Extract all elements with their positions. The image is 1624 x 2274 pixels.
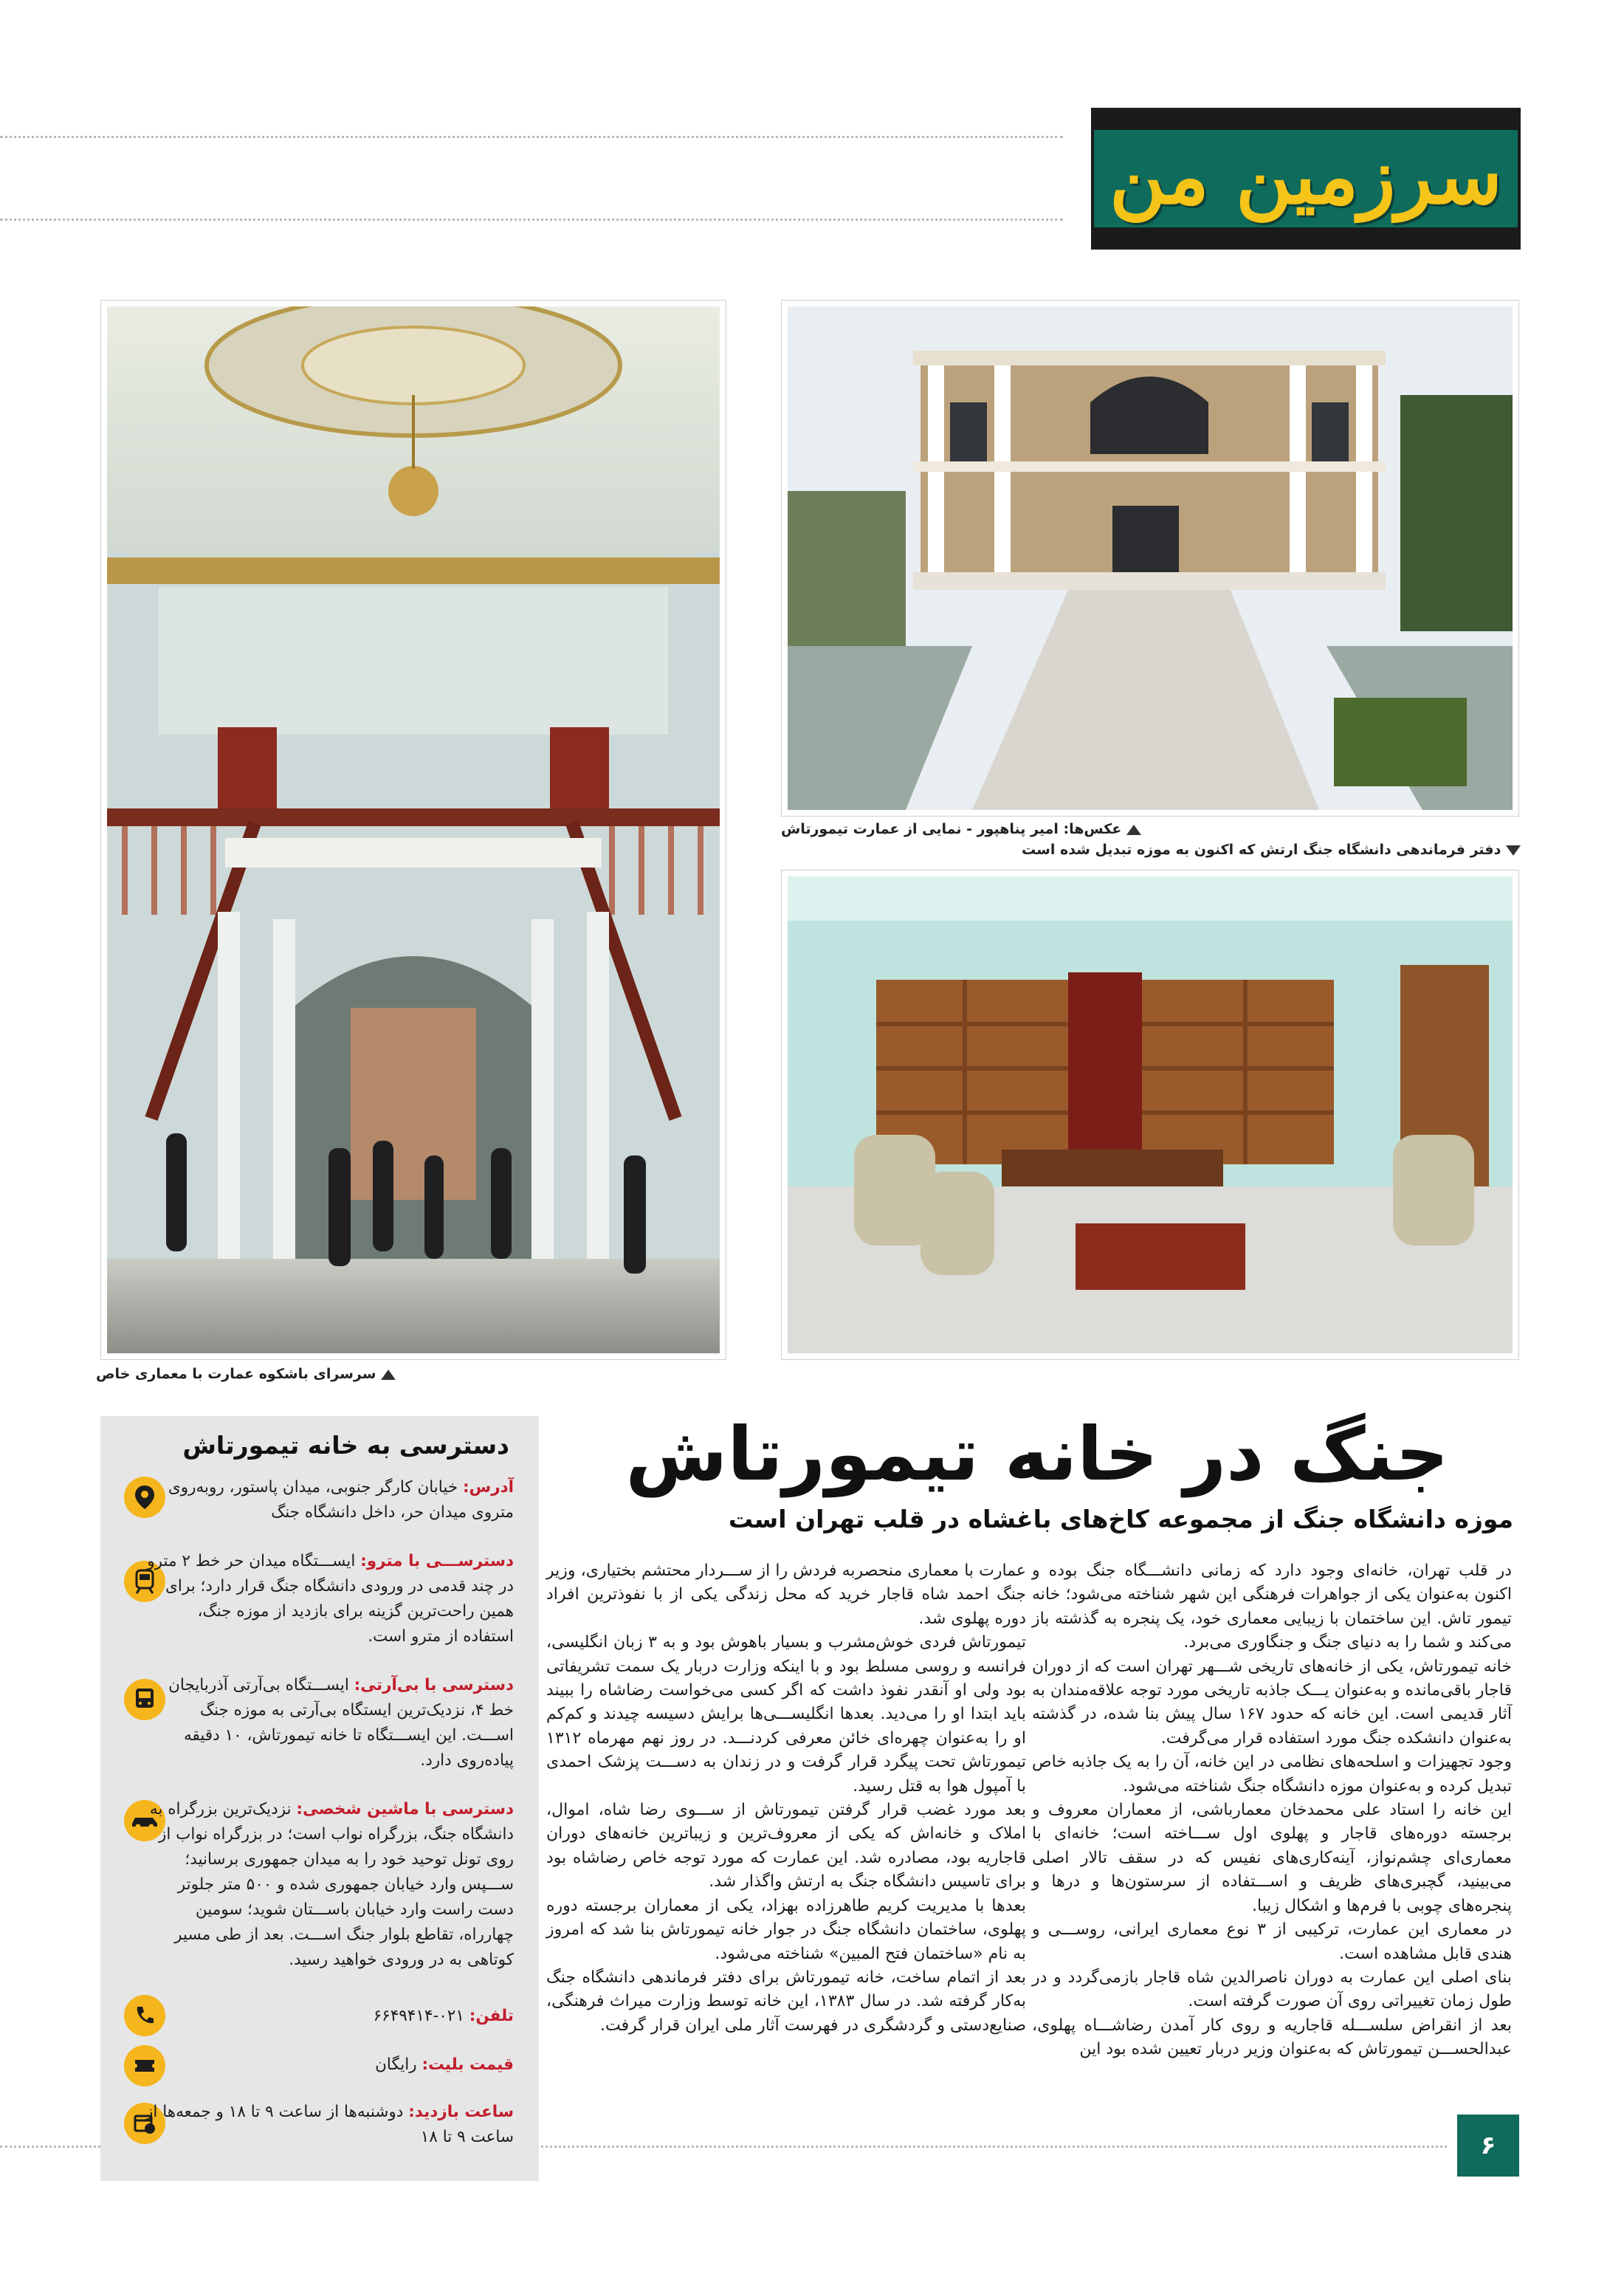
facade-photo-caption: دفتر فرماندهی دانشگاه جنگ ارتش که اکنون به موزه تبدیل شده است [1022, 842, 1521, 858]
paragraph: عمارت با معماری منحصربه فردش را از ســـردار محتشم بختیاری، وزیر جنگ احمد شاه قاجار خرید که محل زندگی یکی از با نفوذترین افراد دوره پهلوی شد. [546, 1562, 1026, 1628]
facade-photo [781, 300, 1519, 817]
article-subheadline: موزه دانشگاه جنگ از مجموعه کاخ‌های باغشاه در قلب تهران است [728, 1505, 1513, 1533]
logo-text: سرزمین من [1109, 131, 1503, 221]
paragraph: تیمورتاش فردی خوش‌مشرب و بسیار باهوش بود و به ۳ زبان انگلیسی، فرانسه و روسی مسلط بود و با اینکه وزارت دربار یک سمت تشریفاتی بود ولی او آنقدر نفوذ داشت که اگر کسی می‌خواست رضاشاه را ببیند باید ابتدا او را می‌دید. بعدها انگلیســـی‌ها برایش دسیسه چیدند و کم‌کم او را به‌عنوان چهره‌ای خائن معرفی کردنـــد. در روز نهم مهرماه ۱۳۱۲ تیمورتاش تحت پیگرد قرار گرفت و در زندان به دســـت پزشک احمدی با آمپول هوا به قتل رسید. [546, 1633, 1026, 1796]
logo-top-band [1094, 111, 1518, 130]
paragraph: وجود تجهیزات و اسلحه‌های نظامی در این خانه، آن را به یک جاذبه خاص تبدیل کرده و به‌عنوان موزه دانشگاه جنگ شناخته می‌شود. [1032, 1753, 1512, 1796]
photo-credit: عکس‌ها: امیر پناهپور - نمایی از عمارت تیمورتاش [781, 821, 1141, 837]
header-rule-bottom [0, 219, 1063, 221]
office-photo [781, 870, 1519, 1360]
article-column-right [1032, 1559, 1512, 2062]
paragraph: در قلب تهران، خانه‌ای وجود دارد که زمانی دانشـــگاه جنگ بوده و اکنون به‌عنوان یکی از جواهرات فرهنگی این شهر شناخته می‌شود؛ خانه تیمور تاش. این ساختمان با زیبایی معماری خود، یک پنجره به گذشته باز می‌کند و شما را به دنیای جنگ و جنگاوری می‌برد. [1032, 1562, 1512, 1652]
paragraph: در معماری این عمارت، ترکیبی از ۳ نوع معماری ایرانی، روســـی و هندی قابل مشاهده است. [1032, 1920, 1512, 1963]
article-headline: جنگ در خانه تیمورتاش [625, 1411, 1449, 1497]
article-column-left [546, 1559, 1026, 2038]
brt-access-item: دسترسی با بی‌آرتی: ایســـتگاه بی‌آرتی آذربایجان خط ۴، نزدیک‌ترین ایستگاه بی‌آرتی به موزه جنگ اســـت. این ایســـتگاه تا خانه تیمورتاش، ۱۰ دقیقه پیاده‌روی دارد. [168, 1676, 514, 1770]
interior-photo-caption: سرسرای باشکوه عمارت با معماری خاص [96, 1366, 396, 1382]
phone-item: تلفن: ۰۲۱-۶۶۴۹۴۱۴ [373, 2007, 514, 2025]
caption-triangle-icon [381, 1370, 396, 1380]
access-info-box [100, 1416, 539, 2181]
access-info-title: دسترسی به خانه تیمورتاش [182, 1431, 509, 1460]
paragraph: بنای اصلی این عمارت به دوران ناصرالدین شاه قاجار بازمی‌گردد و در طول زمان تغییراتی روی آن صورت گرفته است. [1032, 1968, 1512, 2011]
logo-bottom-band [1094, 227, 1518, 247]
address-item: آدرس: خیابان کارگر جنوبی، میدان پاستور، روبه‌روی متروی میدان حر، داخل دانشگاه جنگ [168, 1478, 514, 1522]
paragraph: این خانه را استاد علی محمدخان معمارباشی، از معماران معروف و برجسته دوره‌های قاجار و پهلوی اول ســـاخته است؛ خانه‌ای با معماری‌ای چشم‌نواز، آینه‌کاری‌های نفیس که در سقف تالار اصلی می‌بینید، گچبری‌های ظریف و اســـتفاده از سرستون‌ها و درها و پنجره‌های چوبی با فرم‌ها و اشکال زیبا. [1032, 1801, 1512, 1915]
paragraph: بعد مورد غضب قرار گرفتن تیمورتاش از ســـوی رضا شاه، اموال، املاک و خانه‌اش که یکی از معروف‌ترین و زیباترین خانه‌های دوران قاجاریه بود، مصادره شد. این عمارت که مورد توجه خاص رضاشاه بود برای تاسیس دانشگاه جنگ به ارتش واگذار شد. [546, 1801, 1026, 1892]
masthead-logo [1091, 108, 1521, 250]
caption-triangle-icon [1506, 845, 1521, 856]
visiting-hours-item: ساعت بازدید: دوشنبه‌ها از ساعت ۹ تا ۱۸ و جمعه‌ها از ساعت ۹ تا ۱۸ [145, 2103, 514, 2146]
paragraph: خانه تیمورتاش، یکی از خانه‌های تاریخی شـــهر تهران است که از دوران قاجار باقی‌مانده و به‌عنوان یـــک جاذبه تاریخی مورد توجه علاقه‌مندان به آثار قدیمی است. این خانه که حدود ۱۶۷ سال پیش بنا شده، در گذشته به‌عنوان دانشکده جنگ مورد استفاده قرار می‌گرفت. [1032, 1657, 1512, 1748]
paragraph: بعد از اتمام ساخت، خانه تیمورتاش برای دفتر فرماندهی دانشگاه جنگ به‌کار گرفته شد. در سال ۱۳۸۳، این خانه توسط وزارت میراث فرهنگی، صنایع‌دستی و گردشگری در فهرست آثار ملی ایران قرار گرفت. [546, 1968, 1026, 2035]
page-number: ۶ [1457, 2115, 1519, 2177]
header-rule-top [0, 136, 1063, 138]
car-access-item: دسترسی با ماشین شخصی: نزدیک‌ترین بزرگراه به دانشگاه جنگ، بزرگراه نواب است؛ در بزرگراه نواب از روی تونل توحید خود را به میدان جمهوری برسانید؛ ســـپس وارد خیابان جمهوری شده و ۵۰۰ متر جلوتر دست راست وارد خیابان باســـتان شوید؛ سومین چهارراه، تقاطع بلوار جنگ اســـت. بعد از طی مسیر کوتاهی به در ورودی خواهید رسید. [149, 1800, 514, 1969]
ticket-price-item: قیمت بلیت: رایگان [375, 2055, 514, 2074]
paragraph: بعدها با مدیریت کریم طاهرزاده بهزاد، یکی از معماران برجسته دوره پهلوی، ساختمان دانشگاه جنگ در جوار خانه تیمورتاش بنا شد که امروز به نام «ساختمان فتح المبین» شناخته می‌شود. [546, 1896, 1026, 1963]
credit-triangle-icon [1126, 825, 1141, 835]
paragraph: بعد از انقراض سلســـله قاجاریه و روی کار آمدن رضاشـــاه پهلوی، عبدالحســـن تیمورتاش که به‌عنوان وزیر دربار تعیین شده بود این [1032, 2016, 1512, 2059]
metro-access-item: دسترســـی با مترو: ایســـتگاه میدان حر خط ۲ مترو در چند قدمی در ورودی دانشگاه جنگ قرار دارد؛ برای همین راحت‌ترین گزینه برای بازدید از موزه جنگ، استفاده از مترو است. [147, 1552, 514, 1646]
interior-hall-photo [100, 300, 726, 1360]
